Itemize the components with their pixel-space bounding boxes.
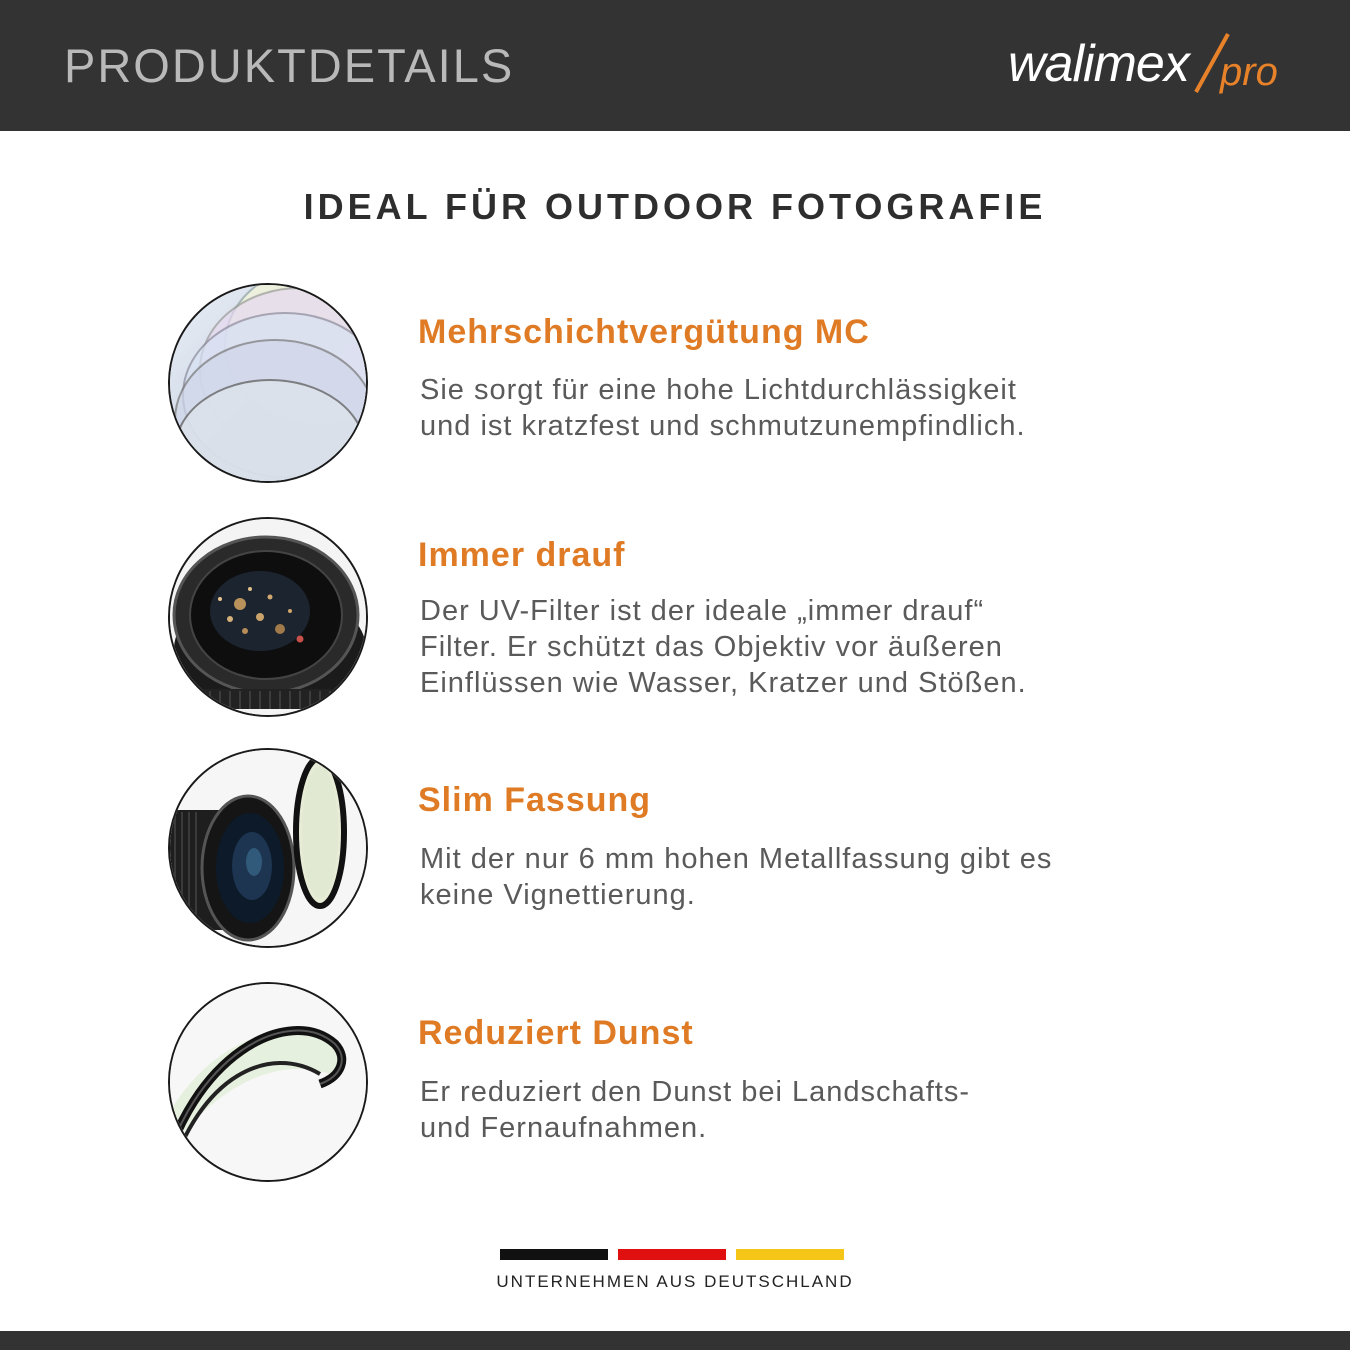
description-line: und ist kratzfest und schmutzunempfindlich.: [420, 410, 1026, 442]
feature-description: [420, 841, 1140, 913]
section-headline: IDEAL FÜR OUTDOOR FOTOGRAFIE: [303, 186, 1047, 227]
feature-description: [420, 1074, 1140, 1146]
filter-ring-image: [168, 982, 368, 1182]
description-line: Filter. Er schützt das Objektiv vor äußeren: [420, 631, 1003, 663]
flag-stripe-red: [618, 1249, 726, 1260]
logo-pro-label: pro: [1220, 50, 1278, 94]
feature-slim-mount: [0, 748, 1350, 968]
brand-logo: [1008, 34, 1298, 104]
logo-wordmark: walimex: [1008, 35, 1189, 93]
feature-title: Mehrschichtvergütung MC: [418, 313, 870, 351]
feature-title: Slim Fassung: [418, 781, 652, 819]
description-line: Er reduziert den Dunst bei Landschafts-: [420, 1076, 970, 1108]
bottom-bar: [0, 1331, 1350, 1350]
flag-stripe-gold: [736, 1249, 844, 1260]
feature-always-on: [0, 517, 1350, 737]
dusty-filter-image: [168, 517, 368, 717]
feature-multicoating: [0, 283, 1350, 503]
description-line: Sie sorgt für eine hohe Lichtdurchlässigkeit: [420, 374, 1017, 406]
multicoating-image: [168, 283, 368, 483]
company-origin-label: UNTERNEHMEN AUS DEUTSCHLAND: [496, 1272, 854, 1291]
description-line: Einflüssen wie Wasser, Kratzer und Stößen.: [420, 667, 1027, 699]
description-line: Der UV-Filter ist der ideale „immer drauf“: [420, 595, 985, 627]
flag-stripe-black: [500, 1249, 608, 1260]
page-title: PRODUKTDETAILS: [64, 39, 515, 92]
feature-description: [420, 593, 1140, 701]
lens-and-filter-image: [168, 748, 368, 948]
description-line: und Fernaufnahmen.: [420, 1112, 708, 1144]
header-bar: [0, 0, 1350, 131]
feature-title: Reduziert Dunst: [418, 1014, 694, 1052]
feature-haze-reduction: [0, 982, 1350, 1202]
feature-title: Immer drauf: [418, 536, 626, 574]
description-line: Mit der nur 6 mm hohen Metallfassung gibt es: [420, 843, 1053, 875]
description-line: keine Vignettierung.: [420, 879, 696, 911]
feature-description: [420, 372, 1140, 444]
